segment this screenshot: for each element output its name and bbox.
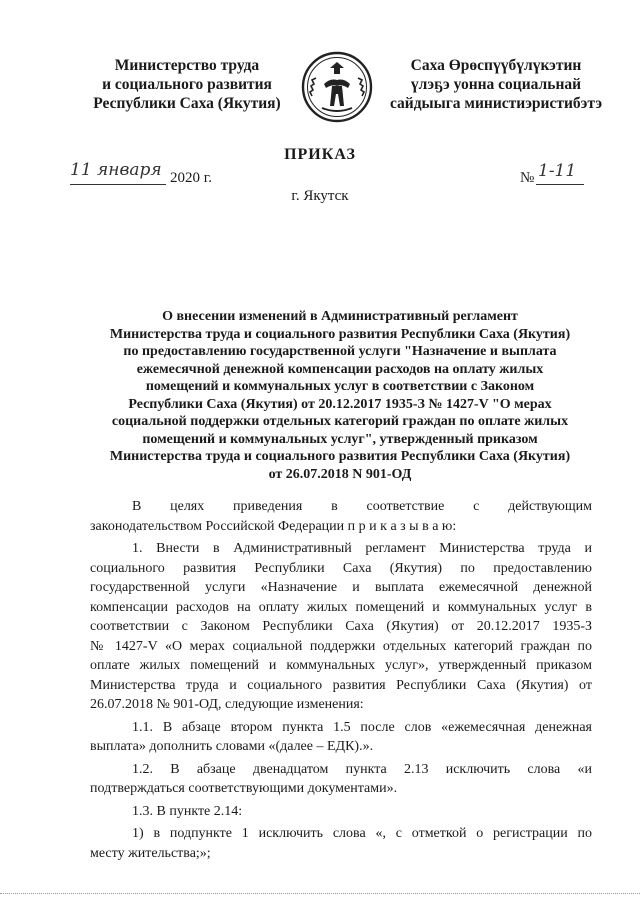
item-1-1-paragraph <box>90 718 592 757</box>
body-line: 1. Внести в Административный регламент Министерства труда и <box>132 541 592 556</box>
handwritten-date: 11 января <box>70 160 162 180</box>
document-type-title: ПРИКАЗ <box>284 146 356 163</box>
body-line: месту жительства;»; <box>90 845 211 861</box>
body-line: подтверждаться соответствующими документами». <box>90 781 398 796</box>
preamble-paragraph <box>90 497 592 536</box>
item-1-2-paragraph <box>90 760 592 799</box>
handwritten-order-number: 1-11 <box>538 161 577 181</box>
subject-line: ежемесячной денежной компенсации расходов на оплату жилых <box>136 361 544 377</box>
body-line: государственной услуги «Назначение и выплата ежемесячной денежной <box>90 580 592 595</box>
date-underline <box>70 184 166 185</box>
subject-line: от 26.07.2018 N 901-ОД <box>268 466 412 482</box>
body-line: 1.2. В абзаце двенадцатом пункта 2.13 исключить слова «и <box>132 761 592 777</box>
ministry-name-sakha <box>386 56 606 113</box>
body-line: социального развития Республики Саха (Якутия) по предоставлению <box>90 560 592 576</box>
coat-of-arms-emblem-icon <box>300 50 374 124</box>
body-line: Министерства труда и социального развития Республики Саха (Якутия) от <box>90 677 592 693</box>
subject-line: Министерства труда и социального развития Республики Саха (Якутия) <box>109 326 571 342</box>
subject-line: Министерства труда и социального развития Республики Саха (Якутия) <box>109 449 571 464</box>
ministry-name-line: Министерство труда <box>114 57 260 74</box>
subject-line: помещений и коммунальных услуг", утвержденный приказом <box>142 431 538 447</box>
body-line: законодательством Российской Федерации п р и к а з ы в а ю: <box>90 518 457 534</box>
date-year: 2020 г. <box>170 170 212 186</box>
body-line: 1.1. В абзаце втором пункта 1.5 после слов «ежемесячная денежная <box>132 719 592 735</box>
item-1-3-1-paragraph <box>90 824 592 863</box>
body-line: оплате жилых помещений и коммунальных услуг», утвержденный приказом <box>90 658 592 673</box>
city-name: г. Якутск <box>291 188 349 204</box>
subject-line: Республики Саха (Якутия) от 20.12.2017 1935-З № 1427-V "О мерах <box>128 396 552 412</box>
item-1-3-paragraph <box>90 802 592 822</box>
body-line: компенсации расходов на оплату жилых помещений и коммунальных услуг в <box>90 599 592 615</box>
body-line: соответствии с Законом Республики Саха (Якутия) от 20.12.2017 1935-З <box>90 619 592 634</box>
number-underline <box>536 184 584 185</box>
ministry-name-line: үлэҕэ уонна социальнай <box>410 76 582 93</box>
subject-line: О внесении изменений в Административный регламент <box>162 309 518 324</box>
body-line: 1.3. В пункте 2.14: <box>132 803 243 819</box>
body-line: выплата» дополнить словами «(далее – ЕДК).». <box>90 739 374 754</box>
subject-line: социальной поддержки отдельных категорий граждан по оплате жилых <box>111 414 569 429</box>
order-number-label: № <box>520 170 535 186</box>
ministry-name-russian <box>82 56 292 113</box>
ministry-name-line: сайдыыга министиэристибэтэ <box>389 95 603 112</box>
subject-line: помещений и коммунальных услуг в соответствии с Законом <box>145 379 535 394</box>
ministry-name-line: и социального развития <box>102 76 272 93</box>
body-line: № 1427-V «О мерах социальной поддержки отдельных категорий граждан по <box>90 638 592 654</box>
order-subject-heading <box>90 308 590 483</box>
order-body <box>90 497 592 863</box>
body-line: 26.07.2018 № 901-ОД, следующие изменения: <box>90 697 364 712</box>
page-bottom-rule <box>0 893 640 894</box>
subject-line: по предоставлению государственной услуги "Назначение и выплата <box>123 344 557 359</box>
ministry-name-line: Республики Саха (Якутия) <box>93 95 281 112</box>
item-1-paragraph <box>90 539 592 715</box>
ministry-name-line: Саха Өрөспүүбүлүкэтин <box>410 57 582 74</box>
body-line: 1) в подпункте 1 исключить слова «, с отметкой о регистрации по <box>132 826 592 841</box>
body-line: В целях приведения в соответствие с действующим <box>132 499 592 514</box>
